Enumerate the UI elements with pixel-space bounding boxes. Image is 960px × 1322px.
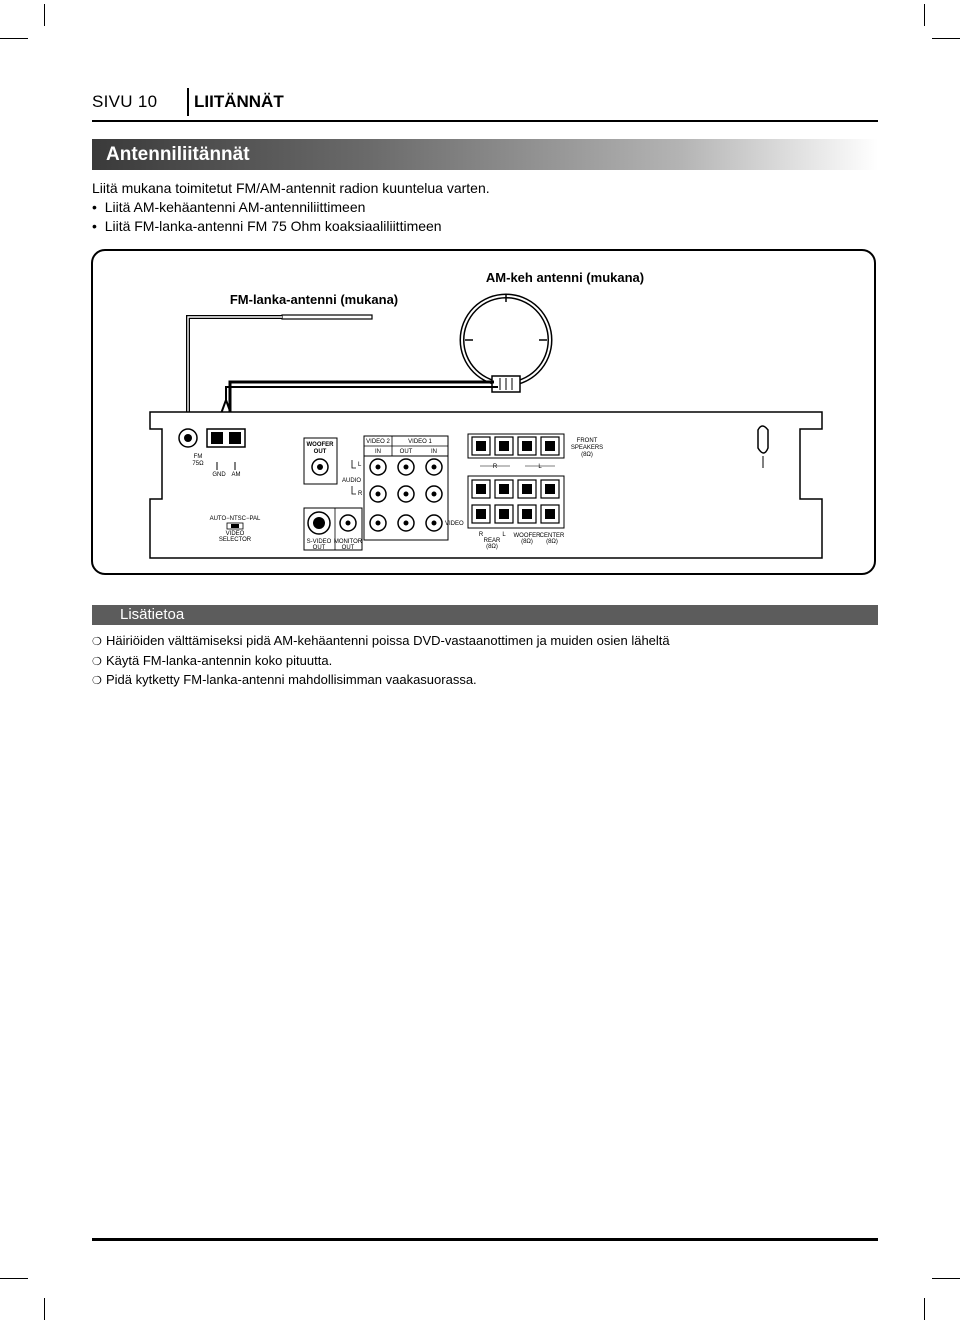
- gnd-terminal: [211, 432, 223, 444]
- video-label: VIDEO: [445, 521, 464, 527]
- s-video-label: OUT: [312, 545, 326, 551]
- intro-text: [92, 179, 490, 236]
- section-title: Antenniliitännät: [106, 144, 250, 165]
- fm-antenna-element: [282, 315, 372, 319]
- page-header: [92, 88, 878, 120]
- front-r-label: R: [492, 464, 498, 470]
- woofer-out-label: OUT: [313, 449, 327, 455]
- info-title-bar: [92, 605, 878, 625]
- info-note: [92, 632, 670, 652]
- rear-label: REAR: [483, 538, 501, 544]
- am-loop-antenna: [462, 295, 550, 392]
- chapter-title: LIITÄNNÄT: [194, 92, 284, 111]
- crop-mark: [932, 1278, 960, 1279]
- in-label: IN: [375, 449, 381, 455]
- surround-speaker-terminals: [468, 476, 564, 528]
- fm-jack-center: [184, 434, 192, 442]
- crop-mark: [924, 4, 925, 26]
- intro-bullet: • Liitä FM-lanka-antenni FM 75 Ohm koaksiaaliliittimeen: [92, 218, 442, 234]
- intro-line: Liitä mukana toimitetut FM/AM-antennit radion kuuntelua varten.: [92, 180, 490, 196]
- crop-mark: [924, 1298, 925, 1320]
- woofer-spk-label: WOOFER: [513, 533, 541, 539]
- info-title: Lisätietoa: [120, 606, 185, 623]
- front-l-label: L: [538, 464, 542, 470]
- audio-label: AUDIO: [342, 478, 362, 484]
- info-notes: [92, 632, 670, 691]
- center-label: CENTER: [539, 533, 565, 539]
- fm-jack-ohm: 75Ω: [192, 461, 204, 467]
- crop-mark: [0, 38, 28, 39]
- page-number: SIVU 10: [92, 92, 158, 111]
- monitor-out-label: OUT: [341, 545, 355, 551]
- gnd-label: GND: [212, 472, 226, 478]
- video-selector-label: VIDEO: [225, 531, 245, 537]
- auto-ntsc-pal-label: AUTO−NTSC−PAL: [209, 516, 261, 522]
- info-note-text: Pidä kytketty FM-lanka-antenni mahdollisimman vaakasuorassa.: [106, 672, 477, 687]
- header-divider: [187, 88, 189, 116]
- rear-ohm: (8Ω): [486, 544, 498, 550]
- circle-bullet-icon: ❍: [92, 655, 102, 668]
- power-cord: [758, 426, 768, 453]
- header-rule: [92, 120, 878, 122]
- info-note-text: Käytä FM-lanka-antennin koko pituutta.: [106, 652, 333, 668]
- crop-mark: [44, 1298, 45, 1320]
- am-label: AM: [231, 472, 241, 478]
- video-selector-label: SELECTOR: [218, 537, 252, 543]
- info-note: [92, 671, 670, 691]
- in-label: IN: [431, 449, 437, 455]
- front-speaker-terminals: [468, 434, 564, 458]
- crop-mark: [44, 4, 45, 26]
- info-note: [92, 652, 670, 672]
- woofer-spk-ohm: (8Ω): [521, 539, 533, 545]
- video1-label: VIDEO 1: [408, 439, 432, 445]
- intro-bullet-text: Liitä AM-kehäantenni AM-antenniliittimeen: [104, 199, 366, 215]
- front-speakers-label: SPEAKERS: [570, 445, 604, 451]
- connection-diagram-svg: [93, 251, 874, 573]
- footer-rule: [92, 1238, 878, 1241]
- rear-r-label: R: [478, 532, 484, 538]
- video2-label: VIDEO 2: [366, 439, 390, 445]
- s-video-label: S-VIDEO: [306, 539, 332, 545]
- fm-antenna-label: FM-lanka-antenni (mukana): [229, 292, 399, 307]
- crop-mark: [0, 1278, 28, 1279]
- circle-bullet-icon: ❍: [92, 675, 102, 687]
- woofer-out-label: WOOFER: [306, 442, 334, 448]
- am-antenna-label: AM-keh antenni (mukana): [485, 270, 645, 285]
- rca-jacks: [370, 459, 442, 531]
- front-speakers-label: FRONT: [576, 438, 598, 444]
- audio-l-label: L: [358, 462, 362, 468]
- audio-r-label: R: [358, 491, 363, 497]
- circle-bullet-icon: ❍: [92, 636, 102, 648]
- am-terminal: [229, 432, 241, 444]
- intro-bullet: • Liitä AM-kehäantenni AM-antenniliittimeen: [92, 199, 366, 215]
- section-title-bar: [92, 139, 878, 170]
- rear-l-label: L: [502, 532, 506, 538]
- front-speakers-ohm: (8Ω): [581, 452, 593, 458]
- center-ohm: (8Ω): [546, 539, 558, 545]
- monitor-out-label: MONITOR: [333, 539, 363, 545]
- crop-mark: [932, 38, 960, 39]
- fm-jack-label: FM: [193, 454, 203, 460]
- intro-bullet-text: Liitä FM-lanka-antenni FM 75 Ohm koaksiaaliliittimeen: [104, 218, 442, 234]
- out-label: OUT: [399, 449, 413, 455]
- connection-diagram: [91, 249, 876, 575]
- info-note-text: Häiriöiden välttämiseksi pidä AM-kehäantenni poissa DVD-vastaanottimen ja muiden osien läheltä: [106, 633, 670, 648]
